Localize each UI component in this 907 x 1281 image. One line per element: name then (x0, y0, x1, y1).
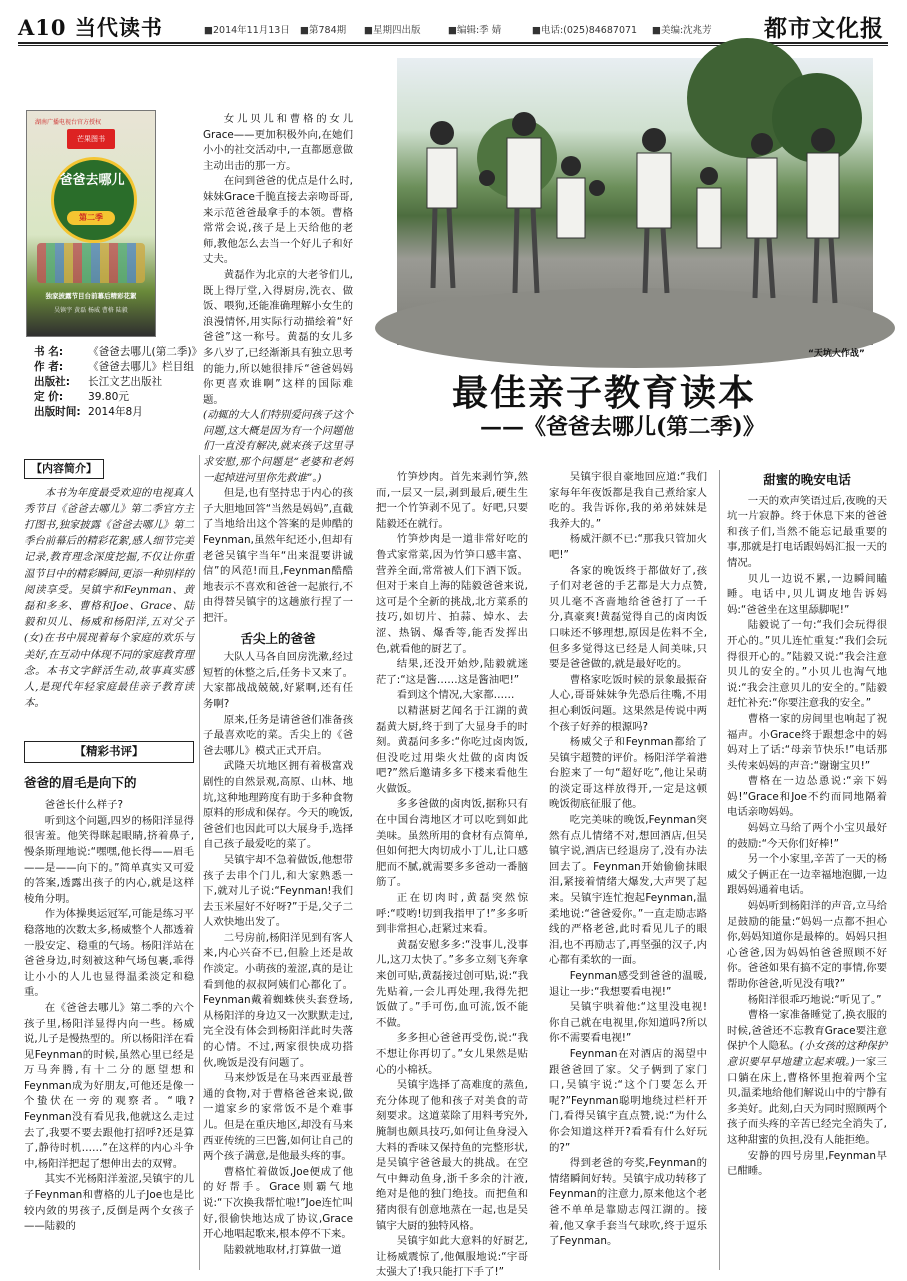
mango-brand-logo: 芒果图书 (67, 129, 115, 149)
paragraph: 听到这个问题,四岁的杨阳洋显得很害羞。他笑得眯起眼睛,挤着鼻子,慢条斯理地说:“嘿嘿,他长得——眉毛——是——向下的。”简单真实又可爱的答案,透露出孩子的内心,就是这样棱角分明。 (24, 814, 194, 905)
paragraph-aside: (动辄的大人们特别爱问孩子这个问题,这大概是因为有一个问题他们一直没有解决,就来孩子这里寻求安慰,那个问题是“老婆和老妈一起掉进河里你先救谁”。) (203, 409, 353, 484)
review-heading: 【精彩书评】 (24, 741, 194, 763)
book-cover (26, 110, 156, 337)
paragraph: 吃完美味的晚饭,Feynman突然有点儿情绪不对,想回酒店,但吴镇宇说,酒店已经退房了,没有办法回去了。Feynman开始偷偷抹眼泪,紧接着情绪大爆发,大声哭了起来。吴镇宇连忙抱起Feynman,温柔地说:“爸爸爱你。”一直走励志路线的严格老爸,此时看见儿子的眼泪,也不再励志了,再坚强的汉子,内心都有柔软的一面。 (549, 814, 707, 967)
paragraph: 其实不光杨阳洋羞涩,吴镇宇的儿子Feynman和曹格的儿子Joe也是比较内敛的男孩子,反倒是两个女孩子——陆毅的 (24, 1173, 194, 1233)
main-headline: 最佳亲子教育读本 (452, 372, 757, 414)
paragraph: 黄磊安慰多多:“没事儿,没事儿,这刀太快了。”多多立刻飞奔拿来创可贴,黄磊接过创可贴,说:“我先贴着,一会儿再处理,我得先把饭做了。”手可伤,血可流,饭不能不做。 (376, 938, 528, 1029)
cover-publisher-line: 湖南广播电视台官方授权 (35, 119, 102, 126)
paragraph: 吴镇宇哄着他:“这里没电视!你自己就在电视里,你知道吗?所以你不需要看电视!” (549, 1001, 707, 1045)
paragraph: 在问到爸爸的优点是什么时,妹妹Grace千脆直接去亲吻哥哥,来示范爸爸最拿手的本领。曹格常常会说,孩子是上天给他的老师,教他怎么去当一个好儿子和好丈夫。 (203, 175, 353, 266)
paragraph: 看到这个情况,大家都…… (396, 689, 515, 702)
paragraph: 但是,也有坚持忠于内心的孩子大胆地回答“当然是妈妈”,直截了当地给出这个答案的是帅酷的Feynman,虽然年纪还小,但却有老爸吴镇宇当年“出来混要讲诚信”的风范!而且,Feynman酷酷地表示不喜欢和爸爸一起旅行,不由得替吴镇宇的这趟旅行捏了一把汗。 (203, 487, 353, 624)
paragraph: 吴镇宇却不急着做饭,他想带孩子去串个门儿,和大家熟悉一下,就对儿子说:“Feynman!我们去玉米屋好不好呀?”于是,父子二人欢快地出发了。 (203, 853, 353, 929)
paragraph: 吴镇宇选择了高难度的蒸鱼,充分体现了他和孩子对美食的苛刻要求。这道菜除了用料考究外,腌制也颇具技巧,如何让鱼身浸入大料的香味又保持鱼的完整形状,是吴镇宇爸爸最大的挑战。在空气中舞动鱼身,浙千多余的汁液,绝对是他的独门绝技。而把鱼和猪肉很有创意地蒸在一起,也是吴镇宇大厨的独特风格。 (376, 1079, 528, 1232)
paragraph: 吴镇宇如此大意料的好厨艺,让杨威震惊了,他佩服地说:“宇哥太强大了!我只能打下手了!” (376, 1235, 528, 1279)
article-column-5 (727, 472, 887, 1272)
section-heading: 甜蜜的晚安电话 (763, 472, 851, 487)
main-subheadline: ——《爸爸去哪儿(第二季)》 (480, 414, 765, 440)
phone: ■电话:(025)84687071 (532, 25, 638, 36)
paragraph: 结果,还没开始炒,陆毅就迷茫了:“这是酱……这是酱油吧!” (376, 658, 528, 686)
review-article-title: 爸爸的眉毛是向下的 (24, 774, 137, 790)
photo-illustration (397, 58, 873, 345)
paragraph: 正在切肉时,黄磊突然惊呼:“哎哟!切到我指甲了!”多多听到非常担心,赶紧过来看。 (376, 892, 528, 936)
paragraph: 杨威父子和Feynman都给了吴镇宇超赞的评价。杨阳洋学着港台腔来了一句“超好吃”,他让呆萌的淡定哥这样放得开,一定是这顿晚饭彻底征服了他。 (549, 736, 707, 811)
article-column-2 (203, 112, 353, 1272)
review-section (24, 735, 194, 1271)
intro-text: 本书为年度最受欢迎的电视真人秀节目《爸爸去哪儿》第二季官方主打图书,独家披露《爸爸去哪儿》第二季台前幕后的精彩花絮,感人细节完美记录,教育理念深度挖掘,不仅让你重温节目中的精彩瞬间,更添一种别样的阅读享受。吴镇宇和Feynman、黄磊和多多、曹格和Joe、Grace、陆毅和贝儿、杨威和杨阳洋,五对父子(女)在书中展现着每个家庭的欢乐与美好,在互动中体现不同的家庭教育理念。本书文字鲜活生动,故事真实感人,是现代年轻家庭最佳亲子教育读本。 (24, 486, 194, 710)
cover-promo: 独家披露节目台前幕后精彩花絮 (45, 292, 137, 300)
paragraph: 黄磊作为北京的大老爷们儿,既上得厅堂,入得厨房,洗衣、做饭、喂狗,还能准确理解小女生的浪漫情怀,用实际行动描绘着“好爸爸”这一称号。黄磊的女儿多多八岁了,已经渐渐具有独立思考的能力,所以她很排斥“爸爸妈妈你更喜欢谁啊”这样的国际难题。 (203, 268, 353, 406)
paragraph: 作为体操奥运冠军,可能是练习平稳落地的次数太多,杨威整个人都透着一股安定、稳重的气场。杨阳洋站在爸爸身边,时刻被这种气场包裹,乖得让小小的人儿也显得温柔淡定和稳重。 (24, 908, 194, 999)
paragraph: 女儿贝儿和曹格的女儿Grace——更加积极外向,在她们小小的社交活动中,一直都愿意做主动出击的那一方。 (203, 113, 353, 172)
paragraph: 陆毅说了一句:“我们会玩得很开心的。”贝儿连忙重复:“我们会玩得很开心的。”陆毅又说:“我会注意贝儿的安全的。”小贝儿也淘气地说:“我会注意贝儿的安全的。”陆毅赶忙补充:“你要注意我的安全。” (727, 619, 887, 710)
paragraph: 曹格一家的房间里也响起了祝福声。小Grace终于跟想念中的妈妈对上了话:“母亲节快乐!”电话那头传来妈妈的声音:“谢谢宝贝!” (727, 712, 887, 772)
paragraph: 曹格忙着做饭,Joe便成了他的好帮手。Grace则霸气地说:“下次换我帮忙啦!”Joe连忙叫好,很偷快地达成了协议,Grace开心地唱起歌来,根本停不下来。 (203, 1165, 353, 1241)
paragraph: 得到老爸的夸奖,Feynman的情绪瞬间好转。吴镇宇成功转移了Feynman的注意力,原来他这个老爸不单单是靠励志闯江湖的。接着,他又拿手套当气球吹,终于逗乐了Feynman。 (549, 1157, 707, 1248)
newspaper-logo: 都市文化报 (764, 15, 884, 42)
paragraph: 以精湛厨艺闻名于江湖的黄磊黄大厨,终于到了大显身手的时刻。黄磊问多多:“你吃过卤肉饭,但没吃过用柴火灶做的卤肉饭吧?”然后邀请多多下楼来看他生火做饭。 (376, 704, 528, 795)
book-title-row: 书 名: 《爸爸去哪儿(第二季)》 (34, 346, 203, 358)
paragraph: 多多爸做的卤肉饭,据称只有在中国台湾地区才可以吃到如此美味。虽然所用的食材有点简单,但如何把大肉切成小丁儿,让口感肥而不腻,就需要多多爸动一番脑筋了。 (376, 798, 528, 889)
photo-caption: “天坑大作战” (808, 349, 865, 359)
column-divider (719, 470, 720, 1270)
issue-weekday: ■星期四出版 (364, 25, 421, 36)
article-column-4 (549, 470, 707, 1272)
paragraph: 武隆天坑地区拥有着极富戏剧性的自然景观,高原、山林、地坑,这种地理跨度有助于多种食物原料的形成和保存。今天的晚饭,爸爸们也因此可以大展身手,选择自己孩子最爱吃的菜了。 (203, 760, 353, 851)
issue-date: ■2014年11月13日 (204, 25, 290, 36)
art-editor: ■美编:沈兆芳 (652, 25, 712, 36)
article-column-3 (376, 470, 528, 1279)
intro-section (24, 455, 194, 715)
paragraph: 陆毅就地取材,打算做一道 (223, 1243, 342, 1256)
paragraph: Feynman感受到爸爸的温暖,退让一步:“我想要看电视!” (549, 970, 707, 998)
issue-number: ■第784期 (300, 25, 347, 36)
paragraph-aside: (小女孩的这种保护意识要早早地建立起来哦。) (727, 1040, 888, 1068)
editor: ■编辑:季 婧 (448, 25, 502, 36)
paragraph: 竹笋炒肉。首先来剥竹笋,然而,一层又一层,剥到最后,硬生生把一个竹笋剥不见了。好吧,只要陆毅还在就行。 (376, 471, 528, 530)
paragraph: 各家的晚饭终于都做好了,孩子们对老爸的手艺都是大力点赞,贝儿毫不吝啬地给爸爸打了一千分,真豪爽!黄磊觉得自己的卤肉饭口味还不够理想,原因是佐料不全,但多多觉得这已经是人间美味,只要是爸爸做的,就是最好吃的。 (549, 564, 707, 671)
column-divider (199, 455, 200, 1270)
paragraph: Feynman在对酒店的渴望中跟爸爸回了家。父子俩到了家门口,吴镇宇说:“这个门要怎么开呢?”Feynman聪明地绕过栏杆开门,看得吴镇宇直点赞,说:“为什么你会知道这样开?看看有什么好玩的?” (549, 1047, 707, 1154)
paragraph: 贝儿一边说不累,一边瞬间瞌睡。电话中,贝儿调皮地告诉妈妈:“爸爸坐在这里舔脚呢!” (727, 572, 887, 616)
paragraph: 大队人马各自回房洗漱,经过短暂的休整之后,任务卡又来了。大家都战战兢兢,好紧啊,还有任务啊? (203, 651, 353, 710)
paragraph: 爸爸长什么样子? (44, 799, 124, 812)
paragraph: 曹格家吃饭时候的景象最振奋人心,哥哥妹妹争先恐后往嘴,不用担心剩饭问题。这果然是传说中两个孩子好养的根源吗? (549, 673, 707, 733)
book-date-row: 出版时间: 2014年8月 (34, 406, 143, 418)
book-info (34, 345, 204, 420)
paragraph: 安静的四号房里,Feynman早已酣睡。 (727, 1149, 887, 1178)
paragraph: 多多担心爸爸再受伤,说:“我不想让你再切了。”女儿果然是贴心的小棉袄。 (376, 1032, 528, 1076)
feature-photo (397, 58, 873, 345)
book-price-row: 定 价: 39.80元 (34, 391, 129, 403)
cover-family-photo (37, 243, 145, 283)
paragraph: 杨阳洋很乖巧地说:“听见了。” (747, 993, 882, 1006)
paragraph: 原来,任务是请爸爸们准备孩子最喜欢吃的菜。舌尖上的《爸爸去哪儿》模式正式开启。 (203, 713, 353, 757)
paragraph: 二号房前,杨阳洋见到有客人来,内心兴奋不已,但脸上还是故作淡定。小萌孩的羞涩,真的是让看到他的叔叔阿姨们心都化了。Feynman戴着蜘蛛侠头套登场,从杨阳洋的身边又一次默默走过,完全没有体会到杨阳洋此时失落的心情。不过,两家很快成功搭伙,晚饭是没有问题了。 (203, 931, 353, 1069)
page-code: A10 当代读书 (18, 15, 163, 40)
paragraph: 曹格一家准备睡觉了,换衣服的时候,爸爸还不忘教育Grace要注意保护个人隐私。(小女孩的这种保护意识要早早地建立起来哦。)一家三口躺在床上,曹格怀里抱着两个宝贝,温柔地给他们解说山中的宁静有多美好。此刻,白天为同时照顾两个孩子而头疼的辛苦已经完全消失了,这种甜蜜的负担,没有人能拒绝。 (727, 1009, 888, 1146)
cover-show-title: 爸爸去哪儿 (59, 173, 125, 188)
paragraph: 马来炒饭是在马来西亚最普通的食物,对于曹格爸爸来说,做一道家乡的家常饭不是个难事儿。但是在重庆地区,却没有马来西亚传统的三巴酱,如何让自己的两个孩子满意,是他最头疼的事。 (203, 1072, 353, 1163)
paragraph: 妈妈立马给了两个小宝贝最好的鼓励:“今天你们好棒!” (727, 822, 887, 850)
paragraph: 杨威汗颜不已:“那我只管加火吧!” (549, 533, 707, 561)
cover-season: 第二季 (67, 211, 115, 225)
paragraph: 竹笋炒肉是一道非常好吃的鲁式家常菜,因为竹笋口感丰富、营养全面,常常被人们下酒下饭。但对于来自上海的陆毅爸爸来说,这可是个全新的挑战,北方菜系的技巧,如切片、拍蒜、焯水、去涩、热锅、爆香等,能否发挥出色,就看他的厨艺了。 (376, 533, 528, 655)
cover-cast: 吴镇宇 黄磊 杨威 曹格 陆毅 (54, 307, 128, 314)
paragraph: 在《爸爸去哪儿》第二季的六个孩子里,杨阳洋显得内向一些。杨威说,儿子是慢热型的。所以杨阳洋在看见Feynman的时候,虽然心里已经是万马奔腾,有十二分的愿望想和Feynman成为好朋友,可他还是像一个蛰伏在一旁的观察者。“哦?Feynman没有看见我,他就这么走过去了,我要不要去跟他打招呼?还是算了,静待时机……”在这样的内心斗争中,杨阳洋把起了想伸出去的双臂。 (24, 1001, 194, 1170)
paragraph: 曹格在一边怂恿说:“亲下妈妈!”Grace和Joe不约而同地隔着电话亲吻妈妈。 (727, 775, 887, 819)
paragraph: 妈妈听到杨阳洋的声音,立马给足鼓励的能量:“妈妈一点都不担心你,妈妈知道你是最棒的。妈妈只担心爸爸,因为妈妈怕爸爸照顾不好你。爸爸如果有搞不定的事情,你要帮助你爸爸,听见没有哦?” (727, 900, 887, 990)
book-author-row: 作 者: 《爸爸去哪儿》栏目组 (34, 361, 194, 373)
intro-heading: 【内容简介】 (24, 459, 104, 479)
section-heading: 舌尖上的爸爸 (240, 630, 316, 646)
paragraph: 吴镇宇很自豪地回应道:“我们家每年年夜饭都是我自己煮给家人吃的。我告诉你,我的弟弟妹妹是我养大的。” (549, 471, 707, 530)
book-publisher-row: 出版社: 长江文艺出版社 (34, 376, 163, 388)
paragraph: 另一个小家里,辛苦了一天的杨威父子俩正在一边幸福地泡脚,一边跟妈妈通着电话。 (727, 853, 887, 897)
paragraph: 一天的欢声笑语过后,夜晚的天坑一片寂静。终于休息下来的爸爸和孩子们,当然不能忘记最重要的事,那就是打电话跟妈妈汇报一天的情况。 (727, 494, 887, 569)
page-header (18, 10, 888, 40)
